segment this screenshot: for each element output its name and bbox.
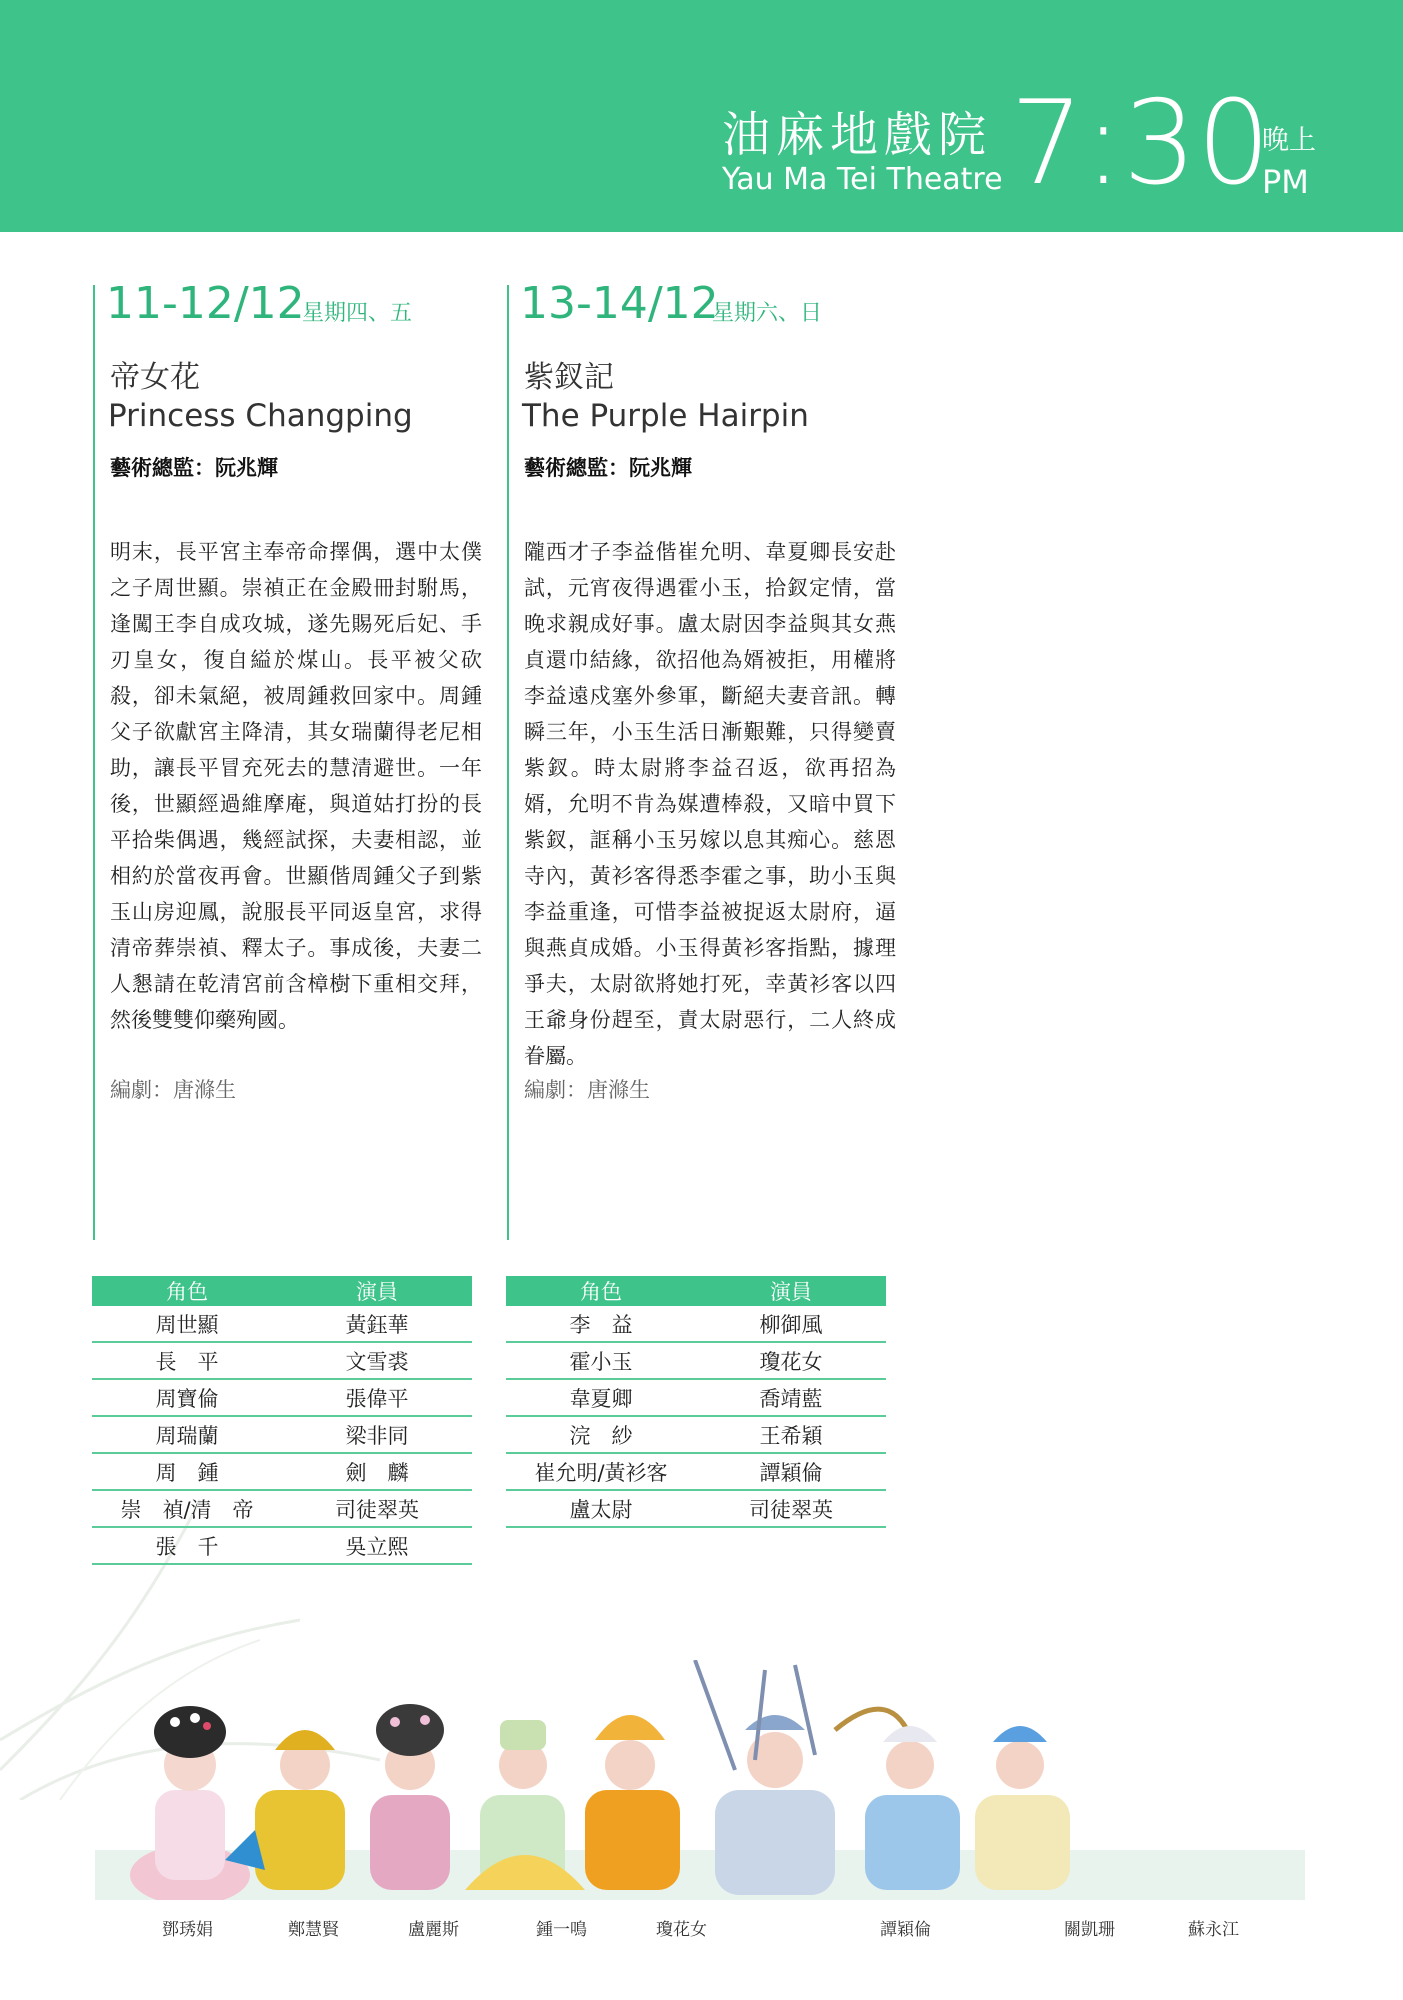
- synopsis: 明末，長平宮主奉帝命擇偶，選中太僕之子周世顯。崇禎正在金殿冊封駙馬，逢闖王李自成攻城，遂先賜死后妃、手刃皇女，復自縊於煤山。長平被父砍殺，卻未氣絕，被周鍾救回家中。周鍾父子欲獻宮主降清，其女瑞蘭得老尼相助，讓長平冒充死去的慧清避世。一年後，世顯經過維摩庵，與道姑打扮的長平拾柴偶遇，幾經試探，夫妻相認，並相約於當夜再會。世顯偕周鍾父子到紫玉山房迎鳳，說服長平同返皇宮，求得清帝葬崇禎、釋太子。事成後，夫妻二人懇請在乾清宮前含樟樹下重相交拜，然後雙雙仰藥殉國。: [110, 540, 482, 1032]
- role: 霍小玉: [569, 1349, 633, 1374]
- show-title-en: The Purple Hairpin: [522, 398, 809, 434]
- cast-table: [92, 1276, 472, 1565]
- artistic-director: 藝術總監：阮兆輝: [524, 456, 692, 480]
- actor: 劍 麟: [345, 1460, 409, 1485]
- role: 盧太尉: [569, 1497, 633, 1522]
- table-row: [92, 1306, 472, 1343]
- show-title-zh: 帝女花: [110, 360, 200, 395]
- show-time: 7:30: [1010, 76, 1271, 211]
- role: 崔允明/黃衫客: [534, 1460, 668, 1485]
- actor: 梁非同: [345, 1423, 409, 1448]
- header-role: 角色: [580, 1280, 622, 1304]
- synopsis: 隴西才子李益偕崔允明、韋夏卿長安赴試，元宵夜得遇霍小玉，拾釵定情，當晚求親成好事。盧太尉因李益與其女燕貞還巾結緣，欲招他為婿被拒，用權將李益遠戍塞外參軍，斷絕夫妻音訊。轉瞬三年，小玉生活日漸艱難，只得變賣紫釵。時太尉將李益召返，欲再招為婿，允明不肯為媒遭棒殺，又暗中買下紫釵，誆稱小玉另嫁以息其痴心。慈恩寺內，黃衫客得悉李霍之事，助小玉與李益重逢，可惜李益被捉返太尉府，逼與燕貞成婚。小玉得黃衫客指點，據理爭夫，太尉欲將她打死，幸黃衫客以四王爺身份趕至，責太尉惡行，二人終成眷屬。: [524, 540, 896, 1068]
- performer-photo-strip: [95, 1660, 1305, 1900]
- table-row: [92, 1417, 472, 1454]
- show-days: 星期六、日: [712, 301, 823, 326]
- header-role: 角色: [166, 1280, 208, 1304]
- table-row: [92, 1454, 472, 1491]
- header-actor: 演員: [770, 1280, 812, 1304]
- column-divider-1: [93, 285, 95, 1240]
- table-row: [506, 1454, 886, 1491]
- show-date: 11-12/12: [106, 278, 305, 329]
- header-band: [0, 0, 1403, 232]
- artistic-director: 藝術總監：阮兆輝: [110, 456, 278, 480]
- actor: 喬靖藍: [759, 1386, 823, 1411]
- performer-name: 譚穎倫: [880, 1920, 931, 1940]
- time-period-en: PM: [1262, 163, 1309, 201]
- actor: 柳御風: [759, 1312, 823, 1337]
- actor: 瓊花女: [759, 1349, 823, 1374]
- actor: 文雪裘: [345, 1349, 409, 1374]
- performer-name: 瓊花女: [656, 1920, 707, 1940]
- cast-table: [506, 1276, 886, 1528]
- time-period-zh: 晚上: [1262, 125, 1316, 156]
- actor: 司徒翠英: [749, 1497, 833, 1522]
- performer-name: 鍾一鳴: [536, 1920, 587, 1940]
- performer-name: 鄧琇娟: [162, 1920, 213, 1940]
- performer-name: 盧麗斯: [408, 1920, 459, 1940]
- playwright: 編劇：唐滌生: [524, 1078, 650, 1102]
- table-row: [92, 1491, 472, 1528]
- venue-name-zh: 油麻地戲院: [722, 107, 993, 163]
- show-title-en: Princess Changping: [108, 398, 413, 434]
- table-row: [506, 1343, 886, 1380]
- cast-table-header: [92, 1276, 472, 1306]
- role: 浣 紗: [569, 1423, 633, 1448]
- venue-name-en: Yau Ma Tei Theatre: [722, 162, 1003, 197]
- performer-figure: [975, 1726, 1070, 1890]
- table-row: [92, 1380, 472, 1417]
- show-date: 13-14/12: [520, 278, 719, 329]
- actor: 吳立熙: [345, 1534, 409, 1559]
- role: 李 益: [569, 1312, 633, 1337]
- performer-figure: [585, 1715, 680, 1890]
- show-title-zh: 紫釵記: [524, 360, 614, 395]
- actor: 譚穎倫: [759, 1460, 823, 1485]
- performer-name: 鄭慧賢: [288, 1920, 339, 1940]
- table-row: [506, 1417, 886, 1454]
- role: 周 鍾: [155, 1460, 219, 1485]
- actor: 黃鈺華: [345, 1312, 409, 1337]
- role: 長 平: [155, 1349, 219, 1374]
- performer-figure: [130, 1706, 250, 1900]
- show-days: 星期四、五: [302, 301, 413, 326]
- cast-table-header: [506, 1276, 886, 1306]
- column-divider-2: [507, 285, 509, 1240]
- performer-name: 蘇永江: [1188, 1920, 1239, 1940]
- performer-name: 關凱珊: [1064, 1920, 1115, 1940]
- role: 韋夏卿: [569, 1386, 633, 1411]
- role: 周瑞蘭: [155, 1423, 219, 1448]
- role: 周寶倫: [155, 1386, 219, 1411]
- table-row: [506, 1306, 886, 1343]
- actor: 張偉平: [345, 1386, 409, 1411]
- table-row: [92, 1528, 472, 1565]
- table-row: [506, 1491, 886, 1528]
- performer-figure: [370, 1704, 450, 1890]
- actor: 司徒翠英: [335, 1497, 419, 1522]
- actor: 王希穎: [759, 1423, 823, 1448]
- header-actor: 演員: [356, 1280, 398, 1304]
- table-row: [92, 1343, 472, 1380]
- performer-figure: [865, 1726, 960, 1890]
- playwright: 編劇：唐滌生: [110, 1078, 236, 1102]
- role: 崇 禎/清 帝: [120, 1497, 254, 1522]
- role: 周世顯: [155, 1312, 219, 1337]
- role: 張 千: [155, 1534, 219, 1559]
- table-row: [506, 1380, 886, 1417]
